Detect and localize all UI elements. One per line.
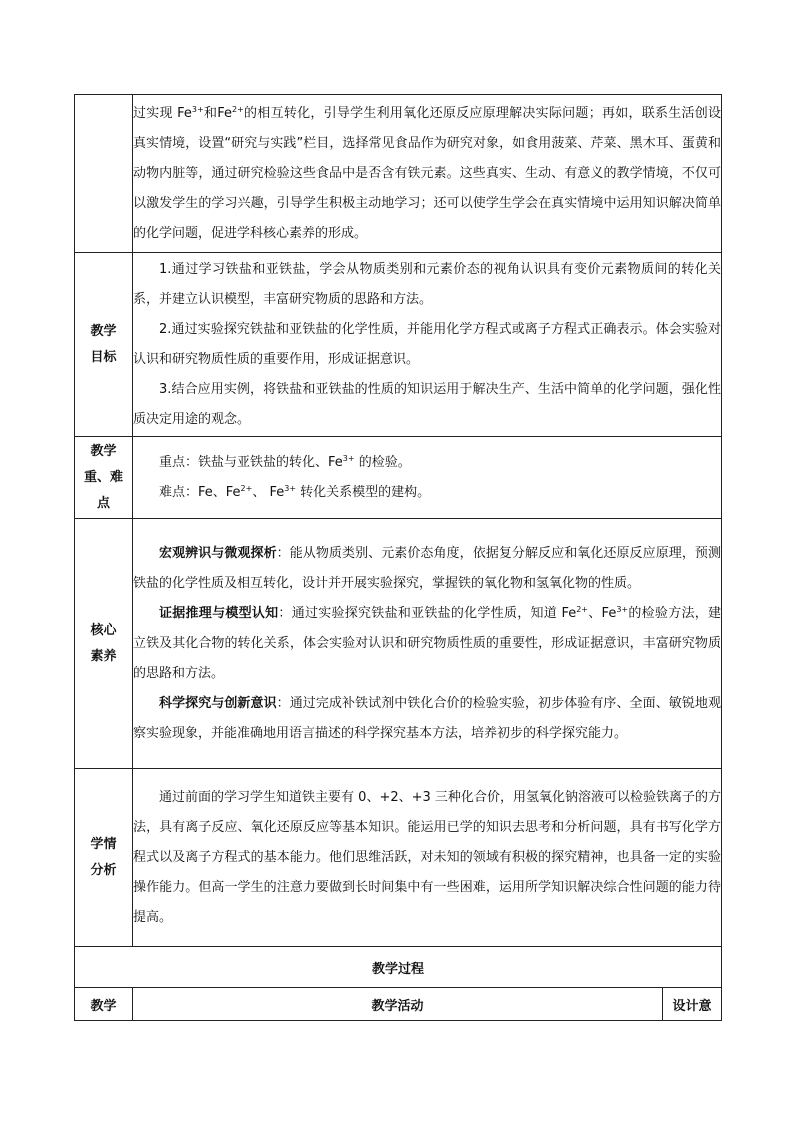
literacy-content	[133, 519, 722, 769]
key-points-content	[133, 437, 722, 519]
objective-item-3: 3.结合应用实例，将铁盐和亚铁盐的性质的知识运用于解决生产、生活中简单的化学问题，强化性质决定用途的观念。	[133, 381, 721, 427]
objectives-row	[75, 253, 722, 437]
analysis-content	[133, 769, 722, 947]
analysis-row	[75, 769, 722, 947]
process-col-stage: 教学	[75, 988, 133, 1021]
literacy-item-2: 证据推理与模型认知：通过实验探究铁盐和亚铁盐的化学性质，知道 $Fe^{2+}$、$Fe^{3+}$的检验方法，建立铁及其化合物的转化关系，体会实验对认识和研究物质性质的重要性，形成证据意识，丰富研究物质的思路和方法。	[133, 604, 721, 681]
objectives-label: 教学 目标	[75, 253, 133, 437]
lesson-plan-table	[74, 94, 722, 1021]
difficult-point: 难点：Fe、$Fe^{2+}$、 $Fe^{3+}$ 转化关系模型的建构。	[159, 483, 431, 500]
process-title: 教学过程	[75, 947, 722, 988]
literacy-label: 核心 素养	[75, 519, 133, 769]
process-col-activity: 教学活动	[133, 988, 663, 1021]
key-points-label: 教学 重、难 点	[75, 437, 133, 519]
literacy-item-3: 科学探究与创新意识：通过完成补铁试剂中铁化合价的检验实验，初步体验有序、全面、敏锐地观察实验现象，并能准确地用语言描述的科学探究基本方法，培养初步的科学探究能力。	[133, 695, 721, 741]
objective-item-2: 2.通过实验探究铁盐和亚铁盐的化学性质，并能用化学方程式或离子方程式正确表示。体会实验对认识和研究物质性质的重要作用，形成证据意识。	[133, 321, 721, 367]
analysis-paragraph: 通过前面的学习学生知道铁主要有 0、+2、+3 三种化合价，用氢氧化钠溶液可以检验铁离子的方法，具有离子反应、氧化还原反应等基本知识。能运用已学的知识去思考和分析问题，具有书写化学方程式以及离子方程式的基本能力。他们思维活跃，对未知的领域有积极的探究精神，也具备一定的实验操作能力。但高一学生的注意力要做到长时间集中有一些困难，运用所学知识解决综合性问题的能力待提高。	[133, 789, 721, 925]
key-point: 重点：铁盐与亚铁盐的转化、$Fe^{3+}$ 的检验。	[159, 453, 411, 470]
intro-paragraph: 过实现 $Fe^{3+}$和$Fe^{2+}$的相互转化，引导学生利用氧化还原反应原理解决实际问题；再如，联系生活创设真实情境，设置“研究与实践”栏目，选择常见食品作为研究对象，如食用菠菜、芹菜、黑木耳、蛋黄和动物内脏等，通过研究检验这些食品中是否含有铁元素。这些真实、生动、有意义的教学情境，不仅可以激发学生的学习兴趣，引导学生积极主动地学习；还可以使学生学会在真实情境中运用知识解决简单的化学问题，促进学科核心素养的形成。	[133, 104, 721, 241]
process-col-intent: 设计意	[663, 988, 722, 1021]
objectives-content	[133, 253, 722, 437]
objective-item-1: 1.通过学习铁盐和亚铁盐，学会从物质类别和元素价态的视角认识具有变价元素物质间的转化关系，并建立认识模型，丰富研究物质的思路和方法。	[133, 261, 721, 307]
intro-content-cell	[133, 95, 722, 253]
key-points-row	[75, 437, 722, 519]
intro-label-cell	[75, 95, 133, 253]
process-header-row	[75, 988, 722, 1021]
analysis-label: 学情 分析	[75, 769, 133, 947]
literacy-row	[75, 519, 722, 769]
intro-row	[75, 95, 722, 253]
literacy-item-1: 宏观辨识与微观探析：能从物质类别、元素价态角度，依据复分解反应和氧化还原反应原理，预测铁盐的化学性质及相互转化，设计并开展实验探究，掌握铁的氧化物和氢氧化物的性质。	[133, 545, 721, 591]
process-title-row	[75, 947, 722, 988]
